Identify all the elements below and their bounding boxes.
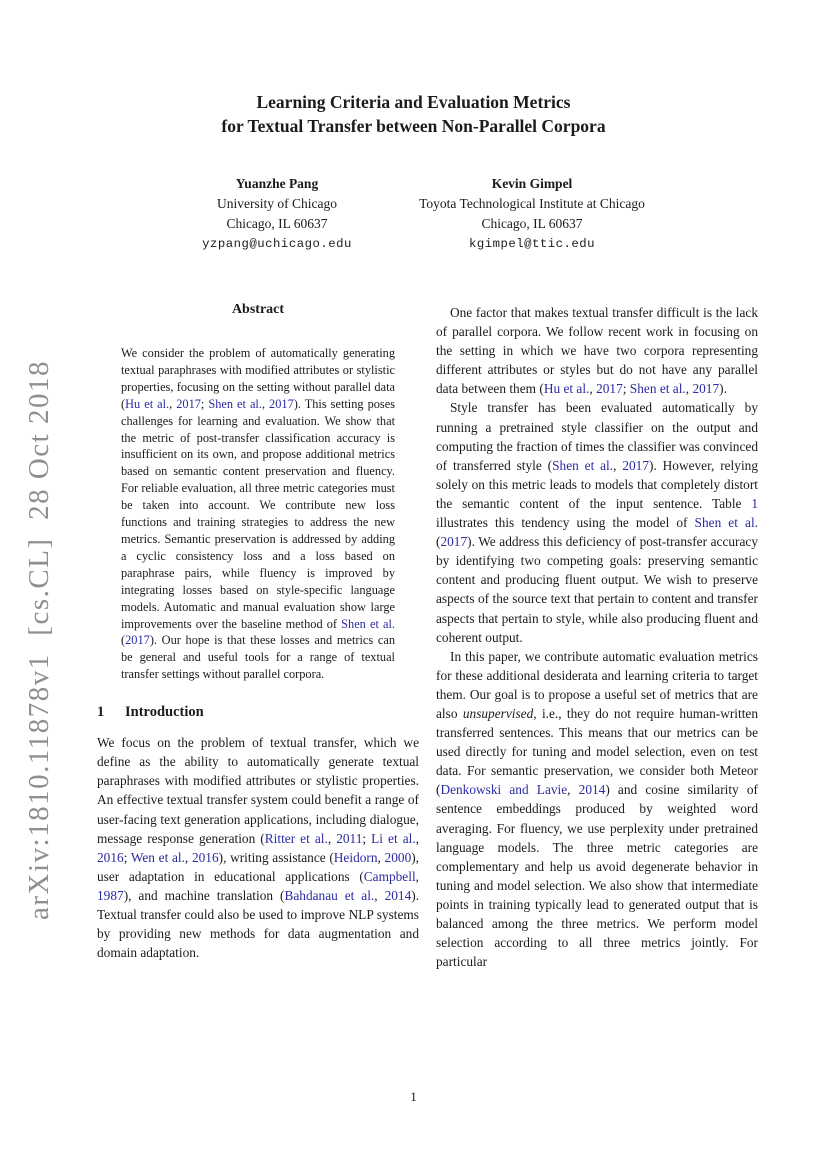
citation-link[interactable]: 2016 — [191, 849, 219, 865]
text-run: , — [184, 849, 192, 865]
citation-link[interactable]: 2017 — [176, 396, 201, 411]
citation-link[interactable]: Shen et al. — [629, 381, 686, 397]
citation-link[interactable]: Wen et al. — [130, 849, 185, 865]
left-column — [97, 302, 419, 962]
text-run: , — [613, 457, 623, 473]
intro-paragraph-1 — [97, 733, 419, 962]
citation-link[interactable]: 1987 — [97, 887, 124, 903]
text-run: ). Textual transfer could also be used to improve NLP systems by providing new methods for data augmentation and domain adaptation. — [97, 887, 420, 961]
text-run: ) and cosine similarity of sentence embeddings produced by weighted word averaging. For fluency, we use perplexity under pretrained language models. The three metric categories are complementary and help us avoid degenerate behavior in tuning and model selection. We also show that intermediate points in training typically lead to generated output that is balanced among the three metrics. We perform model selection according to all three metrics jointly. For particular — [436, 782, 758, 970]
text-run: , — [589, 381, 597, 397]
citation-link[interactable]: 2014 — [384, 887, 412, 903]
text-run: We focus on the problem of textual transfer, which we define as the ability to automatically generate textual paraphrases with modified attributes or stylistic properties. An effective textual transfer system could benefit a range of user-facing text generation applications, including dialogue, message response generation ( — [97, 735, 419, 846]
text-run: We consider the problem of automatically generating textual paraphrases with modified attributes or stylistic properties, focusing on the setting without parallel data ( — [121, 346, 395, 411]
citation-link[interactable]: Hu et al. — [125, 396, 170, 411]
text-run: ). We address this deficiency of post-transfer accuracy by identifying two competing goals: preserving semantic content and producing fluent output. We wish to preserve aspects of the source text that pertain to content and transfer aspects that pertain to style, while also producing fluent and coherent output. — [436, 534, 758, 645]
citation-link[interactable]: 2017 — [125, 633, 150, 648]
citation-link[interactable]: 2017 — [622, 457, 649, 473]
text-run: , — [377, 849, 385, 865]
section-number: 1 — [97, 704, 105, 721]
arxiv-watermark: arXiv:1810.11878v1 [cs.CL] 28 Oct 2018 — [23, 360, 55, 920]
paper-title-line-1: Learning Criteria and Evaluation Metrics — [256, 92, 571, 112]
paper-title — [80, 90, 747, 138]
text-run: ). — [719, 381, 727, 397]
abstract-text — [121, 345, 395, 683]
citation-link[interactable]: Hu et al. — [543, 381, 590, 397]
citation-link[interactable]: 2016 — [97, 849, 124, 865]
citation-link[interactable]: 2011 — [336, 830, 363, 846]
text-run: , i.e., they do not require human-written transferred sentences. This means that our metrics can be used directly for tuning and model selection, even on test data. For semantic preservation, we consider both Meteor ( — [436, 705, 758, 798]
page-number: 1 — [410, 1089, 417, 1104]
author-1-affiliation-line-2: Chicago, IL 60637 — [226, 216, 328, 231]
text-run: ). This setting poses challenges for learning and evaluation. We show that the metric of post-transfer classification accuracy is insufficient on its own, and propose additional metrics based on semantic content preservation and fluency. For reliable evaluation, all three metric categories must be taken into account. We contribute new loss functions and training strategies to address the new metrics. Semantic preservation is addressed by adding a cyclic consistency loss and a loss based on paraphrase pairs, while fluency is improved by integrating losses based on style-specific language models. Automatic and manual evaluation show large improvements over the baseline method of — [121, 396, 396, 631]
author-1-name: Yuanzhe Pang — [235, 176, 319, 191]
citation-link[interactable]: Campbell — [363, 868, 416, 884]
text-run: , — [327, 830, 337, 846]
text-run: Style transfer has been evaluated automatically by running a pretrained style classifier on the output and computing the fraction of times the classifier was convinced of transferred style ( — [436, 400, 758, 473]
citation-link[interactable]: 2017 — [692, 381, 720, 397]
right-paragraph-1 — [436, 303, 758, 398]
citation-link[interactable]: Li et al. — [371, 830, 416, 846]
text-run: One factor that makes textual transfer difficult is the lack of parallel corpora. We follow recent work in focusing on the setting in which we have two corpora representing different attributes or styles but do not have any parallel data between them ( — [436, 305, 758, 397]
citation-link[interactable]: Ritter et al. — [264, 830, 328, 846]
text-run: In this paper, we contribute automatic evaluation metrics for these additional desiderata and learning criteria to target them. Our goal is to propose a useful set of metrics that are also — [436, 648, 758, 721]
section-heading-introduction — [97, 704, 419, 721]
right-paragraph-3 — [436, 647, 758, 972]
text-run: ( — [436, 534, 441, 550]
citation-link[interactable]: 2014 — [578, 782, 606, 798]
text-run: ; — [622, 381, 630, 397]
text-run: ( — [121, 633, 126, 648]
citation-link[interactable]: Shen et al. — [208, 396, 262, 411]
citation-link[interactable]: 1 — [751, 495, 758, 511]
text-run: , — [169, 396, 177, 411]
section-title: Introduction — [125, 704, 204, 721]
text-run: ), and machine translation ( — [123, 887, 285, 903]
text-run: ). Our hope is that these losses and metrics can be general and useful tools for a range of textual transfer settings without parallel corpora. — [121, 633, 395, 682]
author-2-name: Kevin Gimpel — [491, 176, 573, 191]
text-run: ; — [362, 830, 372, 846]
text-run: , — [374, 887, 385, 903]
citation-link[interactable]: 2000 — [384, 849, 412, 865]
citation-link[interactable]: 2017 — [269, 396, 294, 411]
text-run: ; — [123, 849, 131, 865]
text-run: , — [567, 782, 579, 798]
text-run: , — [415, 830, 420, 846]
author-2 — [382, 174, 682, 254]
citation-link[interactable]: Denkowski and Lavie — [440, 782, 568, 798]
citation-link[interactable]: Shen et al. — [341, 616, 396, 631]
text-run: ). However, relying solely on this metric leads to models that completely distort the semantic content of the input sentence. Table — [436, 457, 758, 511]
author-2-affiliation-line-2: Chicago, IL 60637 — [481, 216, 583, 231]
author-2-email[interactable]: kgimpel@ttic.edu — [468, 237, 596, 251]
text-run: ), user adaptation in educational applications ( — [97, 849, 420, 884]
author-2-affiliation-line-1: Toyota Technological Institute at Chicago — [419, 196, 645, 211]
author-1-affiliation-line-1: University of Chicago — [217, 196, 337, 211]
text-run: illustrates this tendency using the model of — [436, 515, 695, 531]
abstract-heading: Abstract — [231, 302, 285, 317]
text-run: ; — [200, 396, 209, 411]
author-1-email[interactable]: yzpang@uchicago.edu — [202, 237, 352, 251]
right-column — [436, 303, 758, 971]
citation-link[interactable]: Shen et al. — [552, 457, 614, 473]
paper-title-line-2: for Textual Transfer between Non-Parallel Corpora — [221, 116, 606, 136]
right-paragraph-2 — [436, 398, 758, 646]
citation-link[interactable]: Shen et al. — [694, 515, 758, 531]
text-run: , — [415, 868, 419, 884]
text-run: , — [261, 396, 270, 411]
text-run: ), writing assistance ( — [218, 849, 334, 865]
citation-link[interactable]: Heidorn — [333, 849, 378, 865]
citation-link[interactable]: Bahdanau et al. — [284, 887, 375, 903]
emphasis-text: unsupervised — [462, 705, 534, 721]
citation-link[interactable]: 2017 — [596, 381, 623, 397]
text-run: , — [685, 381, 693, 397]
citation-link[interactable]: 2017 — [440, 534, 468, 550]
